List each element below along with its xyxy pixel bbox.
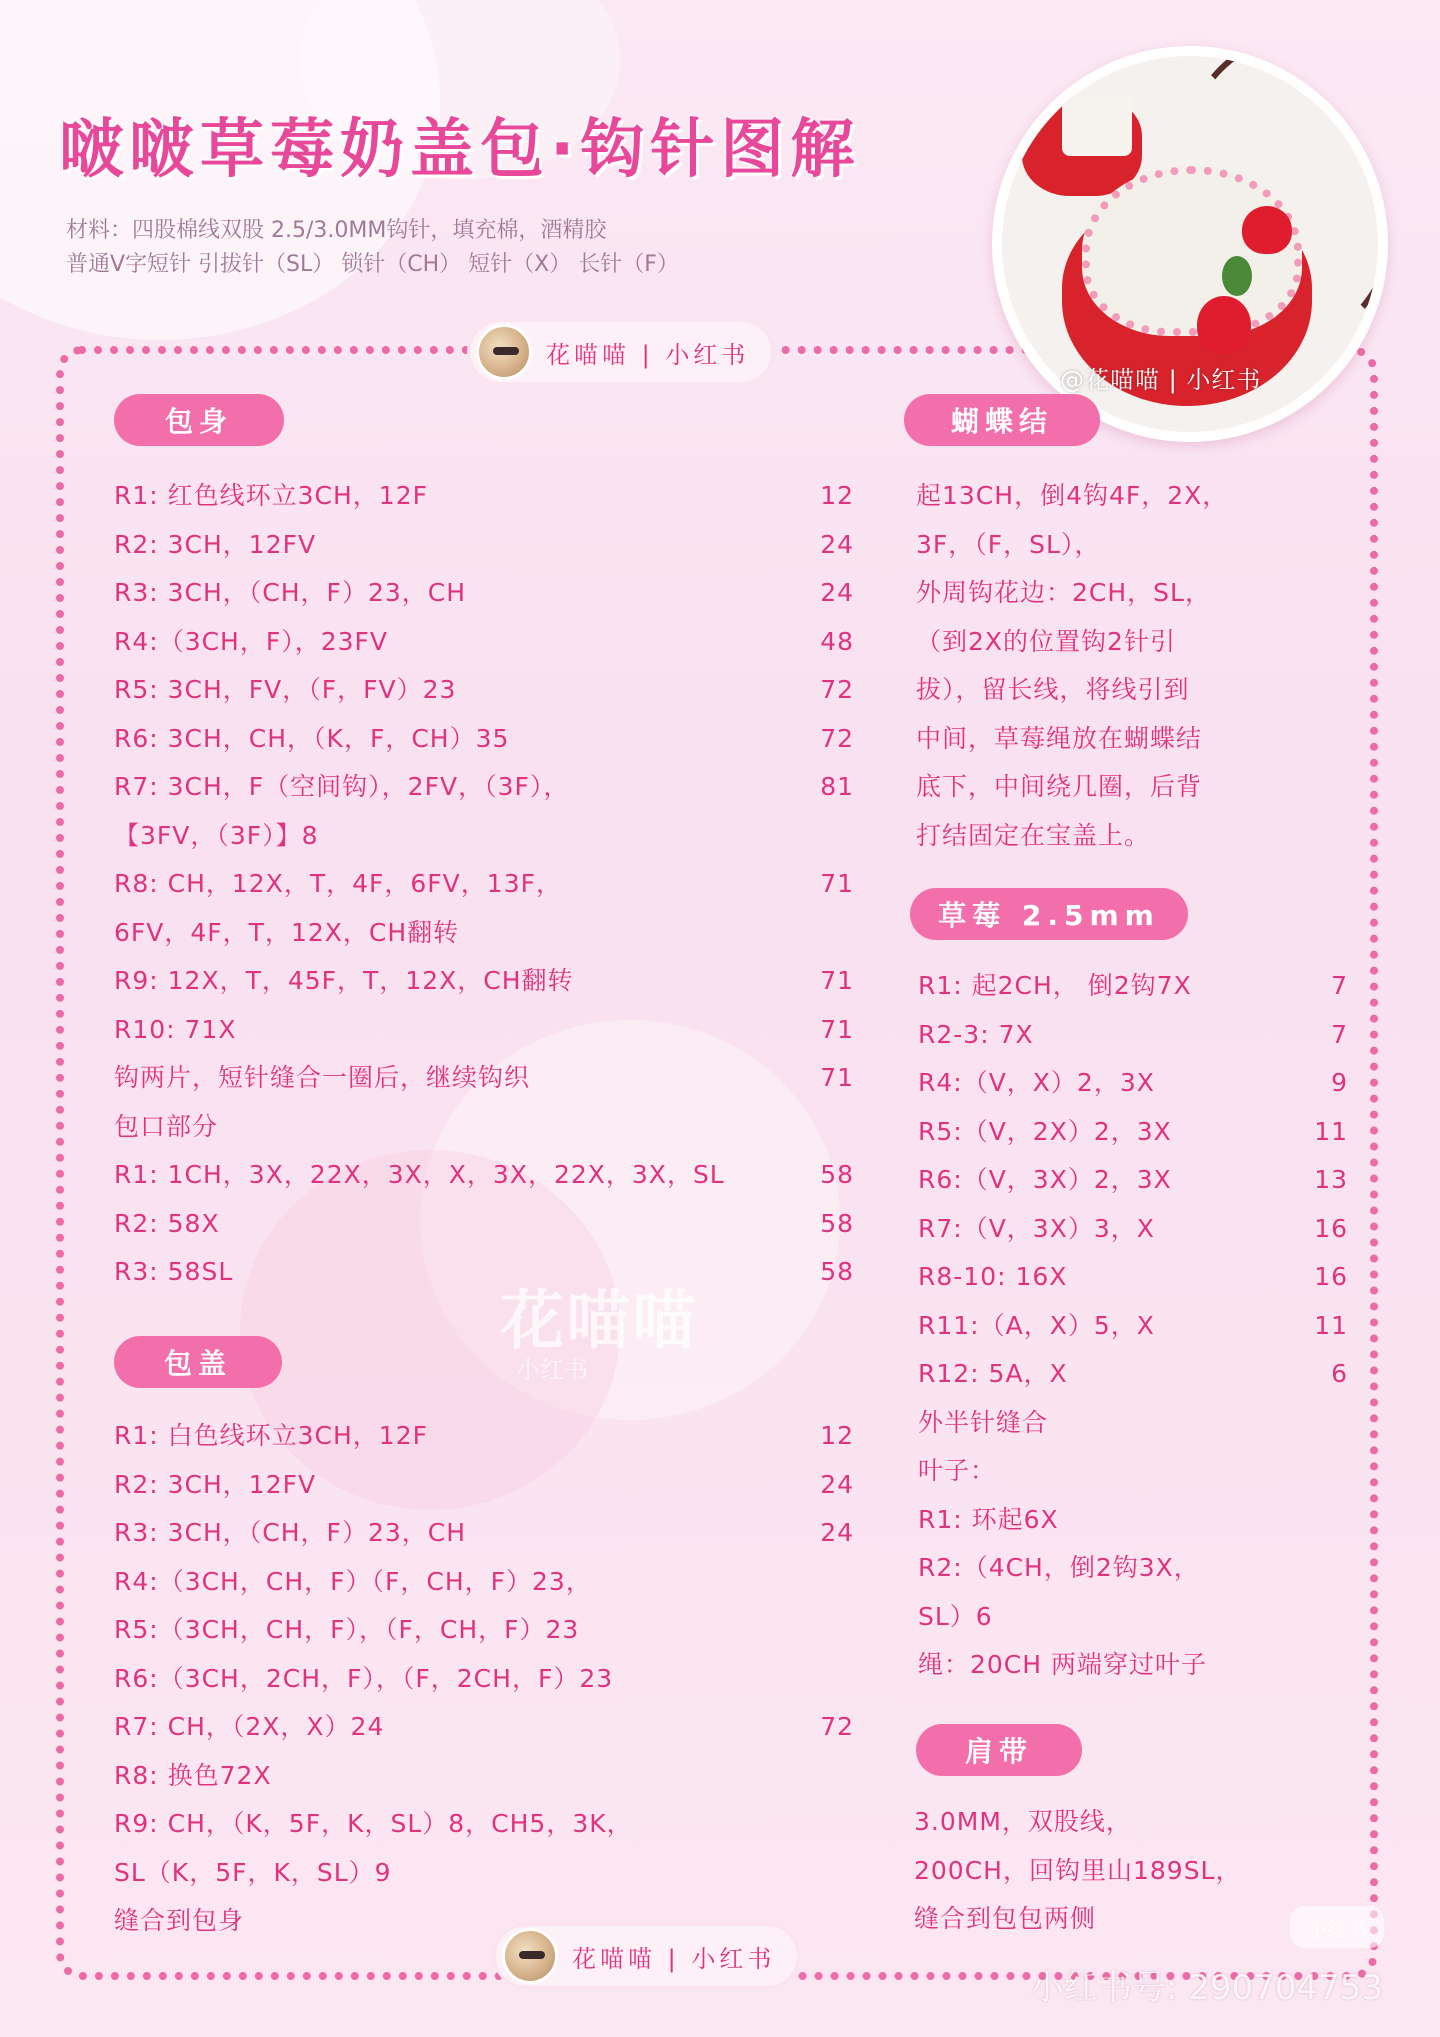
instruction-text: R5:（3CH，CH，F），（F，CH，F）23 (114, 1615, 580, 1644)
brand-pill-top[interactable] (470, 322, 771, 382)
xhs-badge: 小红书 (1290, 1906, 1384, 1948)
strawberry-image (1197, 296, 1251, 354)
instruction-row (114, 1103, 854, 1152)
stitch-count (1288, 1496, 1348, 1545)
instruction-text: 【3FV，（3F）】8 (114, 820, 319, 850)
stitch-legend-line: 普通V字短针 引拔针（SL） 锁针（CH） 短针（X） 长针（F） (66, 252, 679, 277)
instruction-text: R6:（V，3X）2，3X (918, 1165, 1172, 1194)
instruction-row (918, 1544, 1348, 1593)
instruction-row (114, 909, 854, 958)
instruction-row (114, 715, 854, 764)
instruction-text: 包口部分 (114, 1111, 219, 1141)
instruction-text: R10: 71X (114, 1014, 237, 1044)
stitch-count (794, 812, 854, 861)
materials-info (66, 214, 679, 282)
stitch-count (794, 1103, 854, 1152)
instruction-text: R8-10: 16X (918, 1262, 1068, 1291)
instruction-text: R6:（3CH，2CH，F），（F，2CH，F）23 (114, 1663, 614, 1693)
stitch-count: 6 (1331, 1359, 1348, 1388)
instruction-text: R4:（V，X）2，3X (918, 1068, 1155, 1097)
stitch-count: 58 (820, 1257, 854, 1286)
stitch-count: 81 (820, 772, 854, 801)
instruction-row (114, 860, 854, 909)
instruction-text: R4:（3CH，CH，F）（F，CH，F）23， (114, 1566, 592, 1596)
instruction-row (916, 666, 1316, 715)
stitch-count (1288, 1593, 1348, 1642)
bow-rows (916, 472, 1316, 860)
instruction-text: R6: 3CH，CH，（K，F，CH）35 (114, 723, 510, 753)
brand-label: 花喵喵 | 小红书 (546, 340, 750, 369)
stitch-count: 72 (820, 1712, 854, 1741)
instruction-row (114, 812, 854, 861)
section-tag-strawberry: 草莓 2.5mm (910, 888, 1188, 940)
center-watermark-sub: 小红书 (516, 1356, 588, 1384)
section-tag-bag-lid: 包盖 (114, 1336, 282, 1388)
instruction-row (114, 1800, 854, 1849)
instruction-row (114, 1849, 854, 1898)
instruction-text: R8: 换色72X (114, 1760, 272, 1790)
instruction-row (918, 1399, 1348, 1448)
stitch-count: 24 (820, 578, 854, 607)
instruction-text: SL）6 (918, 1601, 993, 1631)
strawberry-image (1242, 206, 1292, 254)
stitch-count (794, 1606, 854, 1655)
instruction-row (114, 666, 854, 715)
instruction-row (918, 1496, 1348, 1545)
stitch-count (794, 1897, 854, 1946)
stitch-count: 7 (1331, 971, 1348, 1000)
instruction-text: 缝合到包身 (114, 1906, 245, 1935)
instruction-row (114, 1558, 854, 1607)
instruction-text: R9: 12X，T，45F，T，12X，CH翻转 (114, 966, 574, 995)
instruction-row (918, 1253, 1348, 1302)
instruction-row (114, 1606, 854, 1655)
instruction-text: R5:（V，2X）2，3X (918, 1116, 1172, 1146)
instruction-row (918, 1350, 1348, 1399)
stitch-count (1288, 1544, 1348, 1593)
instruction-text: R2:（4CH，倒2钩3X， (918, 1553, 1200, 1582)
stitch-count: 16 (1314, 1262, 1348, 1291)
instruction-text: R7:（V，3X）3，X (918, 1213, 1155, 1243)
instruction-text: R7: 3CH，F（空间钩），2FV，（3F）， (114, 772, 570, 801)
instruction-text: R9: CH，（K，5F，K，SL）8，CH5，3K， (114, 1809, 633, 1838)
instruction-row (114, 1509, 854, 1558)
instruction-text: R8: CH，12X，T，4F，6FV，13F， (114, 869, 562, 898)
instruction-row (918, 1156, 1348, 1205)
instruction-text: 底下，中间绕几圈，后背 (916, 772, 1203, 801)
stitch-count: 9 (1331, 1068, 1348, 1097)
instruction-row (114, 1200, 854, 1249)
instruction-row (916, 472, 1316, 521)
instruction-row (114, 1006, 854, 1055)
instruction-row (918, 1011, 1348, 1060)
instruction-text: 拔），留长线，将线引到 (916, 675, 1190, 704)
section-tag-bow: 蝴蝶结 (904, 394, 1100, 446)
instruction-row (114, 1752, 854, 1801)
avatar (502, 1928, 558, 1984)
stitch-count (794, 1849, 854, 1898)
instruction-text: R1: 白色线环立3CH，12F (114, 1421, 428, 1450)
instruction-text: R4:（3CH，F），23FV (114, 626, 389, 656)
instruction-text: R1: 环起6X (918, 1504, 1059, 1534)
instruction-row (918, 1447, 1348, 1496)
instruction-row (918, 1641, 1348, 1690)
yarn-label-image (1062, 96, 1132, 156)
stitch-count (794, 909, 854, 958)
instruction-text: R3: 3CH，（CH，F）23，CH (114, 1518, 467, 1547)
instruction-row (918, 1059, 1348, 1108)
stitch-count: 72 (820, 675, 854, 704)
stitch-count: 11 (1314, 1310, 1348, 1340)
stitch-count: 16 (1314, 1213, 1348, 1243)
section-tag-bag-body: 包身 (114, 394, 284, 446)
brand-pill-bottom[interactable] (496, 1926, 797, 1986)
instruction-row (916, 715, 1316, 764)
instruction-row (918, 962, 1348, 1011)
bag-lid-rows (114, 1412, 854, 1946)
stitch-count (794, 1655, 854, 1704)
instruction-row (918, 1205, 1348, 1254)
strap-rows (914, 1798, 1334, 1944)
instruction-text: 外半针缝合 (918, 1407, 1049, 1437)
center-watermark: 花喵喵 (500, 1285, 698, 1359)
stitch-count: 71 (820, 966, 854, 995)
instruction-text: 3F，（F，SL）， (916, 529, 1101, 559)
stitch-count: 24 (820, 529, 854, 559)
brand-label: 花喵喵 | 小红书 (572, 1944, 776, 1973)
stitch-count (1288, 1399, 1348, 1448)
stitch-count: 48 (820, 626, 854, 656)
instruction-row (114, 1054, 854, 1103)
leaf-image (1222, 256, 1252, 296)
instruction-row (114, 1703, 854, 1752)
instruction-text: R1: 红色线环立3CH，12F (114, 481, 428, 510)
instruction-row (918, 1593, 1348, 1642)
stitch-count: 72 (820, 723, 854, 753)
stitch-count (1288, 1447, 1348, 1496)
instruction-text: R2-3: 7X (918, 1019, 1034, 1049)
instruction-text: 缝合到包包两侧 (914, 1904, 1097, 1933)
instruction-text: 钩两片，短针缝合一圈后，继续钩织 (114, 1063, 531, 1092)
instruction-text: R7: CH，（2X，X）24 (114, 1712, 385, 1741)
photo-caption: @花喵喵 | 小红书 (1060, 366, 1262, 394)
instruction-text: R3: 3CH，（CH，F）23，CH (114, 578, 467, 607)
instruction-row (114, 618, 854, 667)
instruction-text: R3: 58SL (114, 1257, 234, 1286)
stitch-count: 58 (820, 1160, 854, 1189)
instruction-row (914, 1847, 1334, 1896)
instruction-text: 6FV，4F，T，12X，CH翻转 (114, 917, 460, 947)
instruction-row (916, 812, 1316, 861)
instruction-text: R2: 3CH，12FV (114, 1469, 317, 1499)
stitch-count: 7 (1331, 1019, 1348, 1049)
stitch-count: 24 (820, 1469, 854, 1499)
instruction-row (114, 1248, 854, 1297)
instruction-text: R1: 1CH，3X，22X，3X，X，3X，22X，3X，SL (114, 1160, 725, 1189)
stitch-count: 12 (820, 1421, 854, 1450)
instruction-text: 叶子： (918, 1456, 997, 1485)
instruction-text: R12: 5A，X (918, 1359, 1068, 1388)
instruction-row (114, 1655, 854, 1704)
instruction-text: 中间，草莓绳放在蝴蝶结 (916, 723, 1203, 753)
avatar (476, 324, 532, 380)
instruction-text: SL（K，5F，K，SL）9 (114, 1857, 392, 1887)
stitch-count (1288, 1641, 1348, 1690)
stitch-count: 71 (820, 869, 854, 898)
strawberry-rows (918, 962, 1348, 1690)
stitch-count: 71 (820, 1014, 854, 1044)
instruction-row (916, 763, 1316, 812)
instruction-row (114, 1461, 854, 1510)
instruction-row (114, 472, 854, 521)
instruction-row (916, 618, 1316, 667)
stitch-count: 11 (1314, 1116, 1348, 1146)
instruction-row (918, 1108, 1348, 1157)
footer-account-id: 小红书号: 290704753 (1030, 1968, 1383, 2008)
instruction-row (114, 763, 854, 812)
instruction-text: R2: 3CH，12FV (114, 529, 317, 559)
instruction-text: R11:（A，X）5，X (918, 1310, 1155, 1340)
stitch-count (794, 1752, 854, 1801)
instruction-text: R5: 3CH，FV，（F，FV）23 (114, 675, 457, 704)
stitch-count (794, 1800, 854, 1849)
stitch-count: 13 (1314, 1165, 1348, 1194)
instruction-text: 外周钩花边：2CH，SL， (916, 578, 1211, 607)
stitch-count: 12 (820, 481, 854, 510)
instruction-row (914, 1798, 1334, 1847)
instruction-row (114, 569, 854, 618)
page-title: 啵啵草莓奶盖包·钩针图解 (60, 113, 861, 187)
stitch-count: 71 (820, 1063, 854, 1092)
bag-body-rows (114, 472, 854, 1297)
instruction-row (918, 1302, 1348, 1351)
materials-line: 材料：四股棉线双股 2.5/3.0MM钩针，填充棉，酒精胶 (66, 218, 607, 243)
stitch-count (794, 1558, 854, 1607)
instruction-text: 打结固定在宝盖上。 (916, 820, 1151, 850)
instruction-row (914, 1895, 1334, 1944)
instruction-text: （到2X的位置钩2针引 (916, 626, 1176, 656)
instruction-row (114, 521, 854, 570)
instruction-row (916, 569, 1316, 618)
stitch-count: 24 (820, 1518, 854, 1547)
instruction-row (916, 521, 1316, 570)
instruction-text: 绳：20CH 两端穿过叶子 (918, 1650, 1208, 1679)
instruction-text: 200CH，回钩里山189SL， (914, 1855, 1242, 1885)
instruction-text: 3.0MM，双股线， (914, 1807, 1132, 1836)
instruction-text: R1: 起2CH， 倒2钩7X (918, 971, 1192, 1000)
instruction-row (114, 1151, 854, 1200)
instruction-text: R2: 58X (114, 1208, 220, 1238)
section-tag-strap: 肩带 (916, 1724, 1082, 1776)
stitch-count: 58 (820, 1208, 854, 1238)
instruction-row (114, 1412, 854, 1461)
instruction-row (114, 957, 854, 1006)
instruction-text: 起13CH，倒4钩4F，2X， (916, 481, 1229, 510)
